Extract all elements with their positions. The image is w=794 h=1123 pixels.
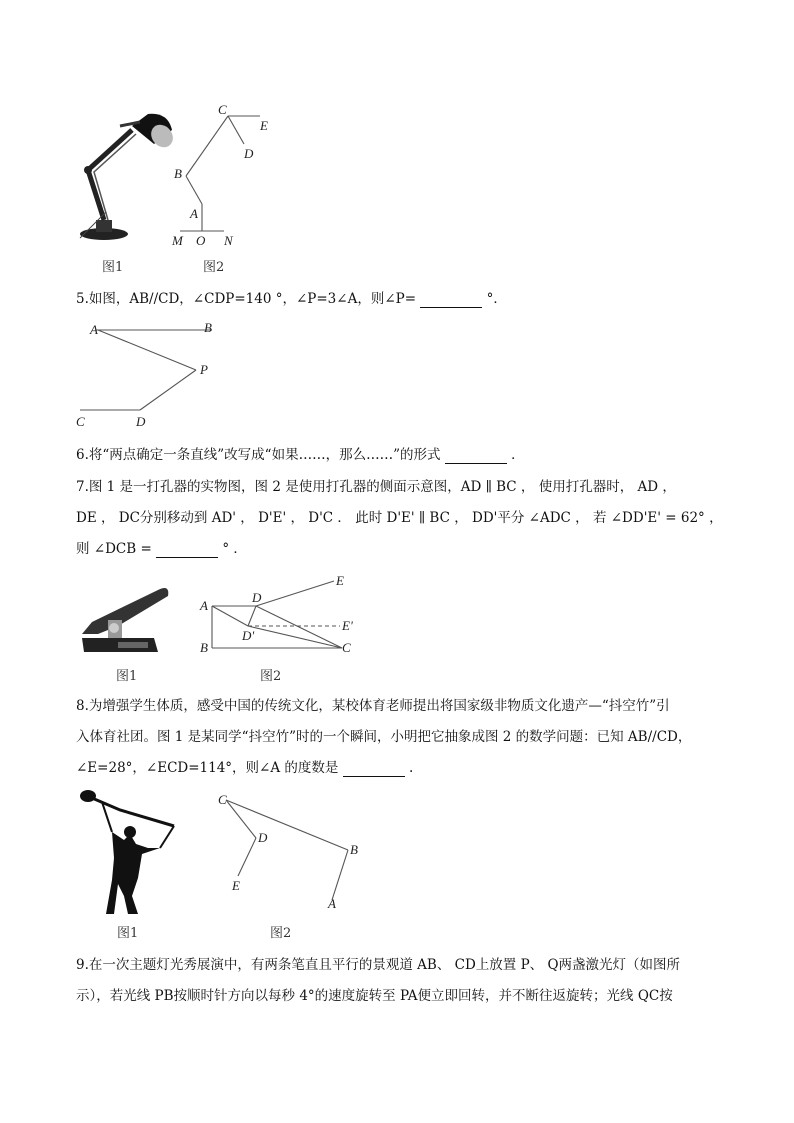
q8-label-A: A [328,896,336,911]
q8-answer-blank[interactable] [343,762,405,777]
q8-label-D: D [258,830,268,845]
question-6 [76,446,525,464]
q8-diagram [216,790,366,910]
q9-line2: 示），若光线 PB按顺时针方向以每秒 4°的速度旋转至 PA便立即回转，并不断往返旋转；光线 QC按 [76,988,673,1004]
q8-fig2-caption: 图2 [270,926,292,941]
q7-line3-after: ° ． [222,541,247,557]
lamp-diagram [160,100,290,250]
q8-label-B: B [350,842,358,857]
q8-line3-text: ∠E=28°，∠ECD=114°，则∠A 的度数是 [76,760,339,776]
question-8-line3 [76,759,413,777]
q7-label-E2: E' [342,618,353,633]
question-5 [76,290,507,308]
q7-label-D2: D' [242,628,255,643]
q7-line3-text: 则 ∠DCB = [76,541,152,557]
lamp-label-D: D [244,146,254,161]
q7-line2: DE ， DC分别移动到 AD' ， D'E' ， D'C ． 此时 D'E' ∥ BC ， DD'平分 ∠ADC ， 若 ∠DD'E' = 62° ， [76,510,723,526]
lamp-label-O: O [196,233,206,248]
q7-line1: 7.图 1 是一打孔器的实物图，图 2 是使用打孔器的侧面示意图，AD ∥ BC ， 使用打孔器时， AD ， [76,479,676,495]
q5-diagram [76,322,226,432]
q5-text-after: °． [486,291,507,307]
q7-label-A: A [200,598,208,613]
q9-line1: 9.在一次主题灯光秀展演中，有两条笔直且平行的景观道 AB、 CD上放置 P、 Q两盏激光灯（如图所 [76,957,681,973]
lamp-label-B: B [174,166,182,181]
question-7-line3 [76,540,247,558]
q8-line1: 8.为增强学生体质，感受中国的传统文化，某校体育老师提出将国家级非物质文化遗产—“抖空竹”引 [76,698,670,714]
lamp-label-N: N [224,233,233,248]
q5-label-D: D [136,414,146,429]
lamp-label-M: M [172,233,183,248]
q8-label-C: C [218,792,227,807]
q7-label-C: C [342,640,351,655]
q7-label-B: B [200,640,208,655]
q7-diagram [198,572,368,662]
q7-fig2-caption: 图2 [260,669,282,684]
lamp-label-C: C [218,102,227,117]
q8-fig1-caption: 图1 [117,926,139,941]
hole-punch-photo [78,582,178,658]
lamp-fig1-caption: 图1 [102,260,124,275]
q5-label-C: C [76,414,85,429]
q5-text: 5.如图，AB//CD，∠CDP=140 °，∠P=3∠A，则∠P= [76,291,417,307]
q5-label-B: B [204,320,212,335]
q6-text: 6.将“两点确定一条直线”改写成“如果……，那么……”的形式 [76,447,441,463]
lamp-fig2-caption: 图2 [203,260,225,275]
q7-label-D: D [252,590,262,605]
lamp-label-E: E [260,118,268,133]
q7-label-E: E [336,573,344,588]
q8-line3-after: . [409,760,414,776]
q5-label-A: A [90,322,98,337]
q6-answer-blank[interactable] [445,449,507,464]
lamp-label-A: A [190,206,198,221]
diabolo-player-photo [78,788,178,918]
q5-answer-blank[interactable] [420,293,482,308]
q6-text-after: ． [511,447,525,463]
q8-line2: 入体育社团。图 1 是某同学“抖空竹”时的一个瞬间，小明把它抽象成图 2 的数学问题：已知 AB//CD， [76,729,692,745]
q7-fig1-caption: 图1 [116,669,138,684]
q7-answer-blank[interactable] [156,543,218,558]
q8-label-E: E [232,878,240,893]
q5-label-P: P [200,362,208,377]
